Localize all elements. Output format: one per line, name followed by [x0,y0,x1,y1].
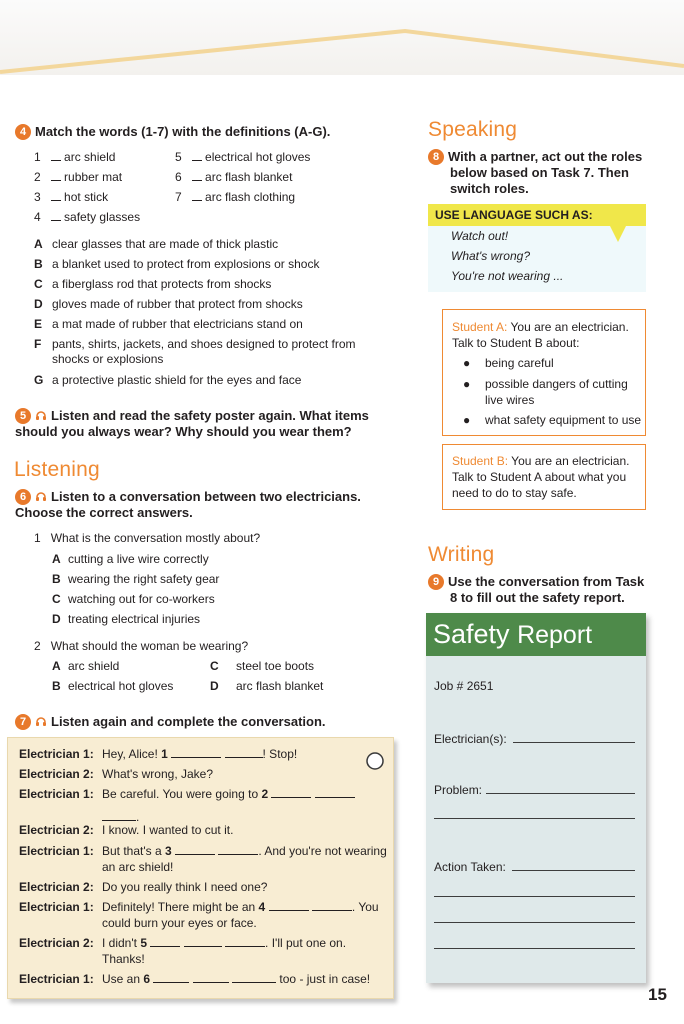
word-item: 4 safety glasses [34,210,141,224]
use-language-box [428,204,646,292]
task-9-instruction: 9 Use the conversation from Task 8 to fill out the safety report. [428,574,653,606]
headphones-icon [35,490,47,502]
problem-label: Problem: [434,783,483,797]
electricians-input-line[interactable] [513,742,635,743]
electricians-label: Electrician(s): [434,732,507,746]
use-language-tab [610,226,626,242]
answer-option: B electrical hot gloves [52,679,174,693]
answer-option: A cutting a live wire correctly [52,552,209,566]
task-5-instruction: 5 Listen and read the safety poster again. What items should you always wear? Why should you wear them? [15,408,369,439]
action-input-line[interactable] [512,870,635,871]
speaking-heading: Speaking [428,118,518,141]
answer-option: A arc shield [52,659,120,673]
action-input-line[interactable] [434,948,635,949]
answer-option: B wearing the right safety gear [52,572,220,586]
student-a-card: Student A: You are an electrician. Talk to Student B about: ● being careful ● possible dangers of cutting live wires ● what safety equipment to use [442,309,646,436]
task-number-badge: 4 [15,124,31,140]
task-number-badge: 8 [428,149,444,165]
problem-input-line[interactable] [486,793,635,794]
task-number-badge: 6 [15,489,31,505]
job-number: Job # 2651 [434,679,494,693]
language-phrase: What's wrong? [451,249,530,263]
use-language-title: USE LANGUAGE SUCH AS: [428,204,646,226]
task-number-badge: 5 [15,408,31,424]
conversation-card: Electrician 1: Hey, Alice! 1 ! Stop! Electrician 2: What's wrong, Jake? Electrician 1: Be careful. You were going to 2 . Electrician 2: I know. I wanted to cut it. Electrician 1: But that's a 3 . And you're not wearing an arc shield! Electrician 2: Do you really think I need one? Electrician 1: Definitely! There might be an 4 . You could burn your eyes or face. Electrician 2: I didn't 5 . I'll put one on. Thanks! Electrician 1: Use an 6 too - just in case! [7,737,394,999]
answer-blank[interactable] [193,973,229,983]
language-phrase: You're not wearing ... [451,269,564,283]
headphones-icon [35,409,47,421]
task-6-instruction: 6 Listen to a conversation between two electricians. Choose the correct answers. [15,489,361,520]
student-b-card [442,444,646,510]
answer-blank[interactable] [225,937,265,947]
safety-report-header [426,613,646,656]
language-phrase: Watch out! [451,229,509,243]
top-decorative-line [0,0,684,80]
word-item: 5 electrical hot gloves [175,150,311,164]
word-item: 2 rubber mat [34,170,123,184]
word-item: 3 hot stick [34,190,109,204]
writing-heading: Writing [428,543,495,566]
answer-blank[interactable] [150,937,180,947]
task-8-instruction: 8 With a partner, act out the roles below based on Task 7. Then switch roles. [428,149,653,197]
answer-blank[interactable] [269,901,309,911]
answer-blank[interactable] [312,901,352,911]
question-2: 2 What should the woman be wearing? [34,639,249,653]
answer-blank[interactable] [218,845,258,855]
answer-blank[interactable] [225,748,263,758]
definition-item: A clear glasses that are made of thick plastic [34,237,279,251]
definition-item: G a protective plastic shield for the eyes and face [34,373,302,387]
answer-option: C watching out for co-workers [52,592,215,606]
problem-input-line[interactable] [434,818,635,819]
answer-blank[interactable] [153,973,189,983]
answer-blank[interactable] [175,845,215,855]
definition-item: D gloves made of rubber that protect from shocks [34,297,303,311]
action-input-line[interactable] [434,922,635,923]
task-number-badge: 9 [428,574,444,590]
answer-option: C steel toe boots [210,659,315,673]
action-taken-label: Action Taken: [434,860,506,874]
answer-option: D arc flash blanket [210,679,324,693]
answer-blank[interactable] [232,973,276,983]
definition-item: E a mat made of rubber that electricians stand on [34,317,303,331]
student-a-text: Student A: You are an electrician. Talk to Student B about: [452,320,629,350]
answer-blank[interactable] [184,937,222,947]
definition-item: F pants, shirts, jackets, and shoes designed to protect from shocks or explosions [34,337,356,366]
headphones-icon [35,715,47,727]
action-input-line[interactable] [434,896,635,897]
task-number-badge: 7 [15,714,31,730]
answer-blank[interactable] [171,748,221,758]
answer-blank[interactable] [102,811,136,821]
listening-heading: Listening [14,458,100,481]
answer-blank[interactable] [271,788,311,798]
definition-item: C a fiberglass rod that protects from shocks [34,277,272,291]
word-item: 7 arc flash clothing [175,190,296,204]
page-number: 15 [648,985,667,1004]
task-4-instruction: 4 Match the words (1-7) with the definitions (A-G). [15,124,395,140]
student-b-text: Student B: You are an electrician. Talk to Student A about what you need to do to stay safe. [452,454,630,500]
safety-report-title: Safety Report [433,619,593,649]
question-1: 1 What is the conversation mostly about? [34,531,261,545]
safety-report-form [426,613,646,983]
answer-option: D treating electrical injuries [52,612,201,626]
word-item: 6 arc flash blanket [175,170,293,184]
definition-item: B a blanket used to protect from explosions or shock [34,257,320,271]
word-item: 1 arc shield [34,150,116,164]
task-7-instruction: 7 Listen again and complete the conversation. [15,714,400,730]
answer-blank[interactable] [315,788,355,798]
